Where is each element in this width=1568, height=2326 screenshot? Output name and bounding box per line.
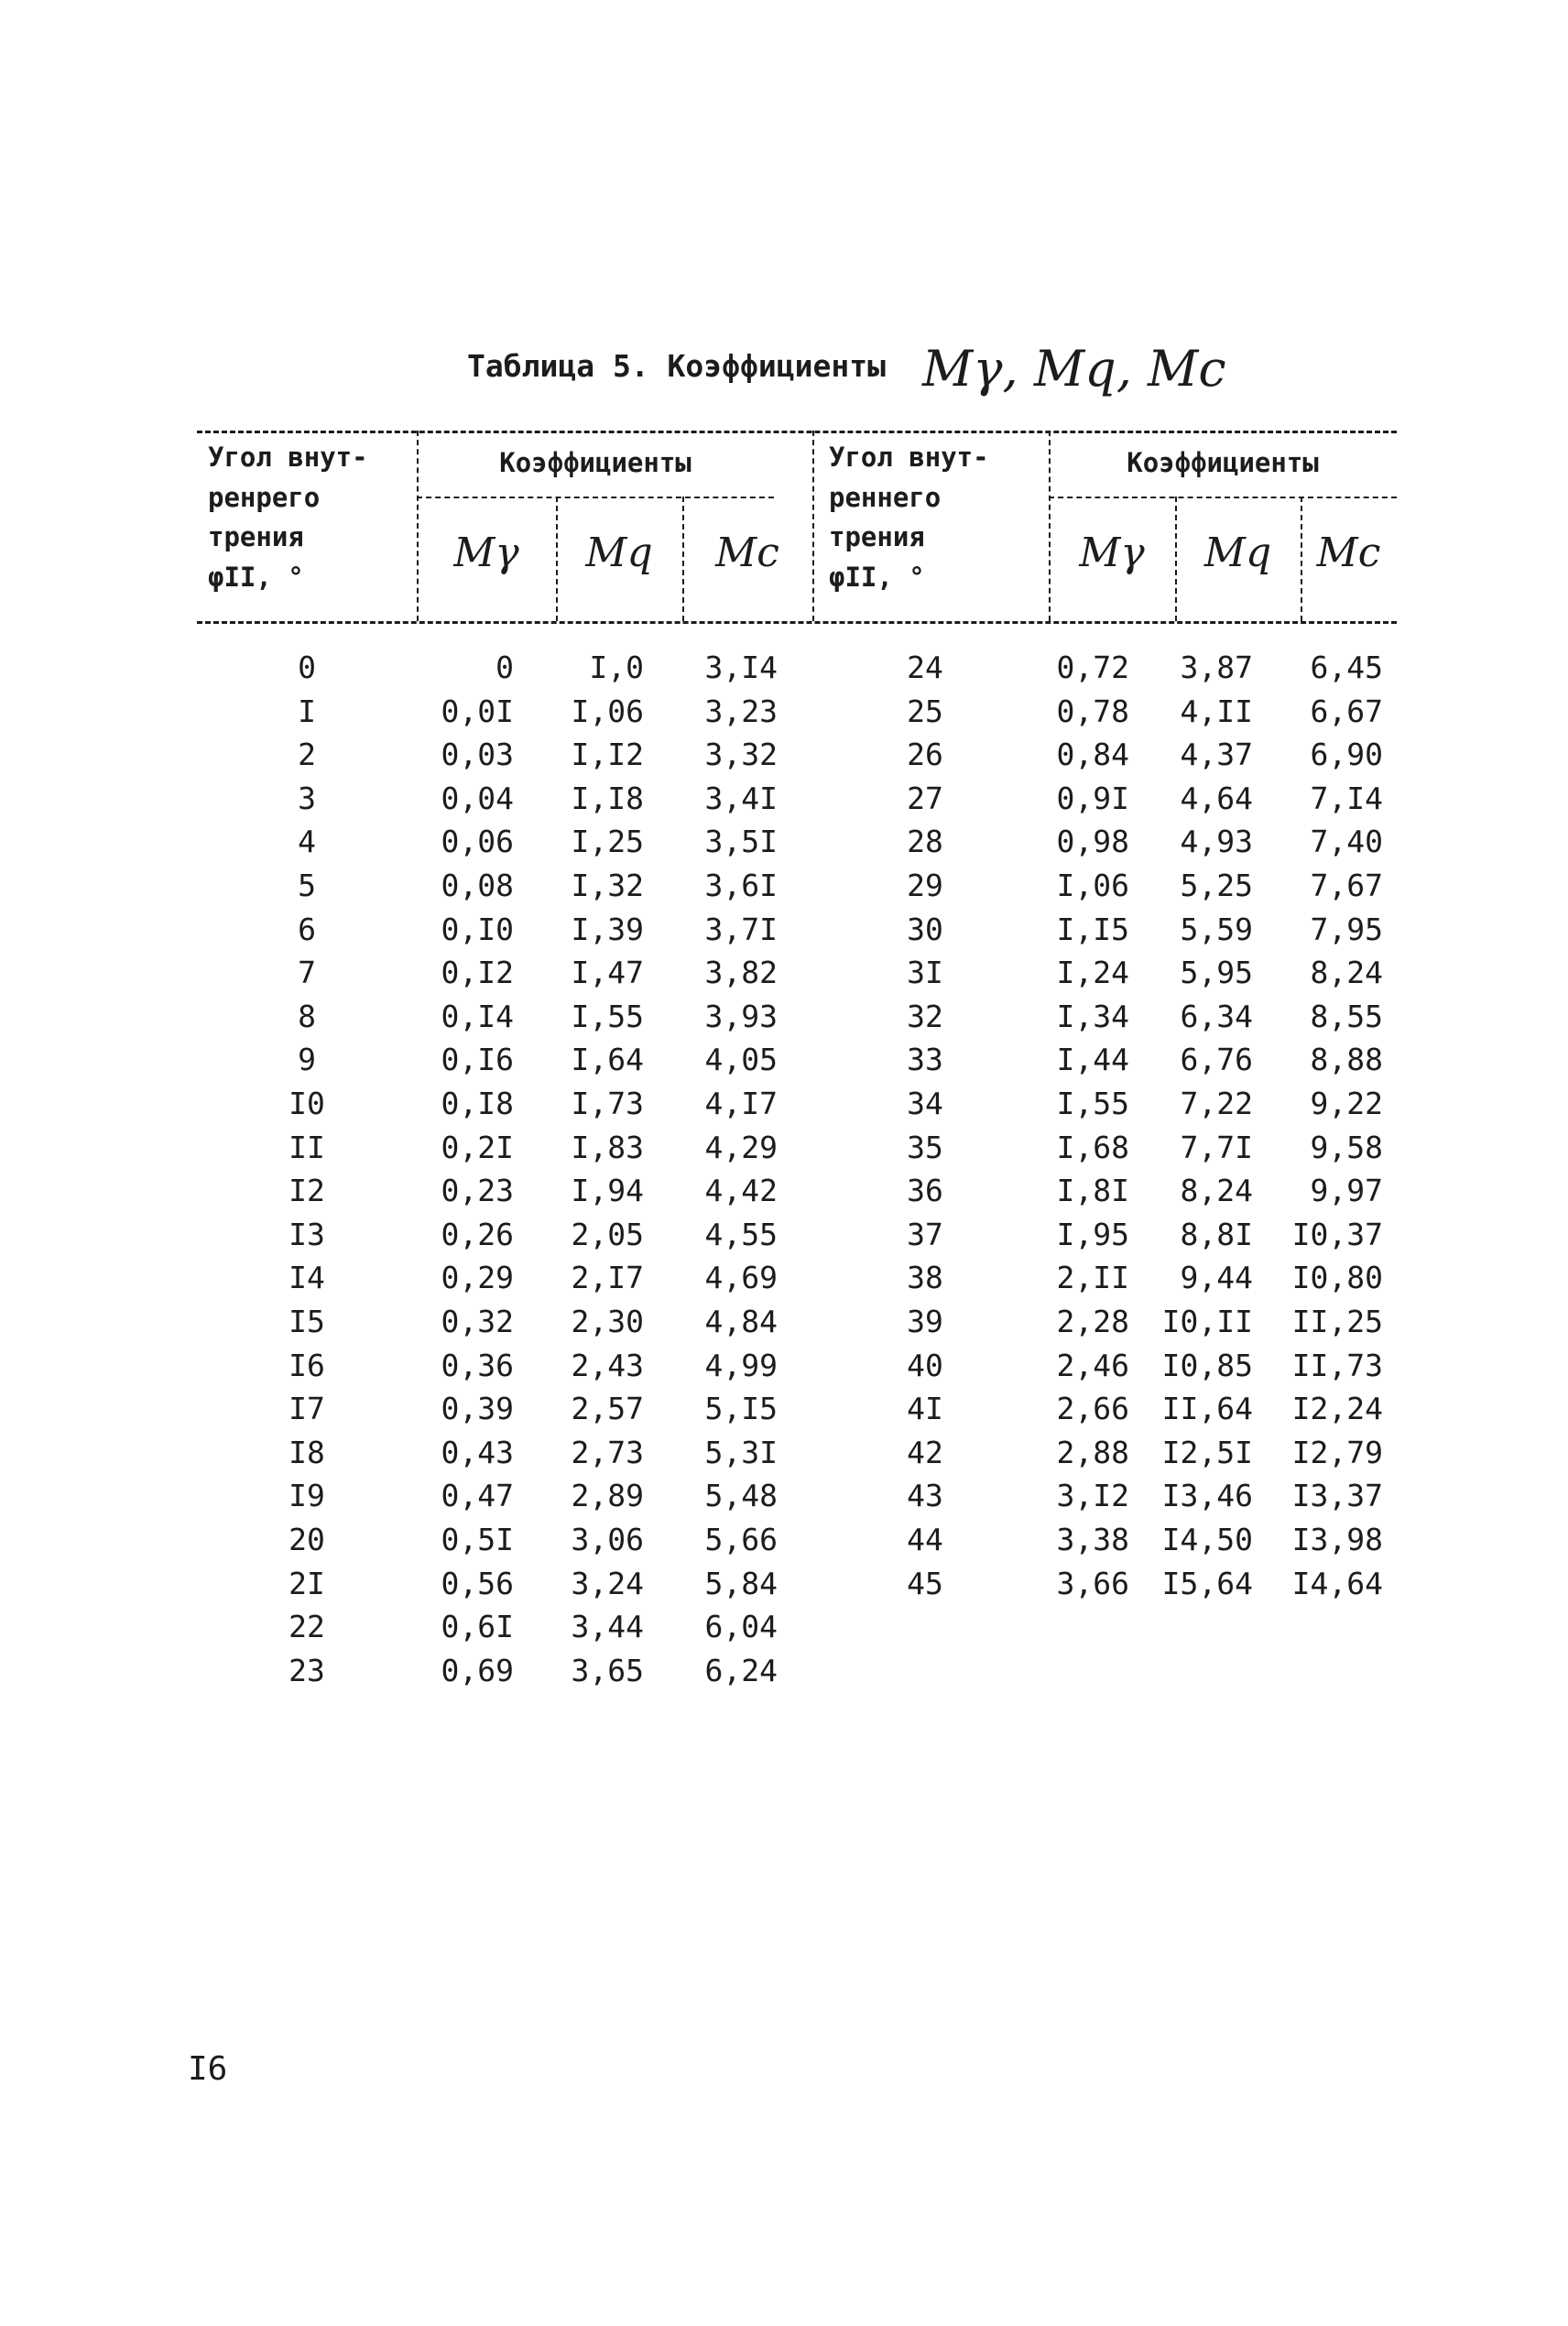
left-cell-m-c: 5,66 (704, 1522, 778, 1557)
left-cell-m-gamma: 0,0I (441, 693, 514, 729)
left-cell-angle: 8 (298, 998, 316, 1034)
left-cell-m-gamma: 0,39 (441, 1391, 514, 1427)
left-cell-m-gamma: 0,I4 (441, 998, 514, 1034)
right-cell-m-c: 7,I4 (1310, 780, 1383, 816)
right-cell-angle: 37 (907, 1216, 943, 1252)
coeff-subheader-rule-right (1049, 497, 1397, 498)
left-cell-m-q: 3,65 (571, 1652, 644, 1688)
left-cell-m-gamma: 0,I2 (441, 955, 514, 991)
left-cell-m-gamma: 0,2I (441, 1129, 514, 1165)
coefficients-table (197, 431, 1397, 1731)
left-cell-m-gamma: 0,29 (441, 1260, 514, 1296)
left-cell-m-q: I,25 (571, 824, 644, 860)
left-cell-m-c: 5,I5 (704, 1391, 778, 1427)
right-cell-m-gamma: 0,78 (1056, 693, 1129, 729)
left-cell-m-q: 2,I7 (571, 1260, 644, 1296)
right-cell-m-c: 7,67 (1310, 868, 1383, 903)
right-cell-angle: 40 (907, 1347, 943, 1383)
left-cell-angle: I6 (289, 1347, 325, 1383)
left-cell-angle: 2 (298, 737, 316, 773)
left-cell-m-gamma: 0,47 (441, 1478, 514, 1514)
col-m-gamma-header-right: Mγ (1079, 530, 1145, 576)
left-cell-angle: 6 (298, 911, 316, 947)
left-cell-m-c: 3,23 (704, 693, 778, 729)
right-cell-angle: 32 (907, 998, 943, 1034)
right-cell-m-q: 5,25 (1180, 868, 1253, 903)
left-cell-m-c: 5,3I (704, 1434, 778, 1470)
left-cell-m-gamma: 0,32 (441, 1304, 514, 1339)
left-cell-m-q: 2,89 (571, 1478, 644, 1514)
left-cell-angle: I0 (289, 1086, 325, 1121)
right-cell-m-c: I0,80 (1291, 1260, 1383, 1296)
right-cell-m-q: I3,46 (1161, 1478, 1253, 1514)
right-cell-m-gamma: 0,98 (1056, 824, 1129, 860)
left-cell-m-c: 5,84 (704, 1565, 778, 1601)
left-cell-m-q: 3,24 (571, 1565, 644, 1601)
left-cell-m-c: 3,5I (704, 824, 778, 860)
right-cell-m-q: II,64 (1161, 1391, 1253, 1427)
left-cell-angle: I4 (289, 1260, 325, 1296)
left-cell-m-q: 2,57 (571, 1391, 644, 1427)
right-cell-m-c: II,73 (1291, 1347, 1383, 1383)
left-cell-angle: 5 (298, 868, 316, 903)
left-cell-m-c: 6,24 (704, 1652, 778, 1688)
right-cell-m-gamma: 2,88 (1056, 1434, 1129, 1470)
left-cell-angle: 23 (289, 1652, 325, 1688)
col-m-c-header-right: Mc (1316, 530, 1381, 576)
table-title-symbols: Mγ, Mq, Mc (921, 340, 1226, 398)
right-cell-m-gamma: I,34 (1056, 998, 1129, 1034)
left-cell-m-gamma: 0,69 (441, 1652, 514, 1688)
right-cell-m-c: 9,58 (1310, 1129, 1383, 1165)
right-cell-m-c: I3,37 (1291, 1478, 1383, 1514)
col-m-q-header-right: Mq (1203, 530, 1272, 576)
right-cell-m-c: 8,88 (1310, 1042, 1383, 1078)
left-cell-m-q: 2,43 (571, 1347, 644, 1383)
coeff-subheader-rule-left (417, 497, 774, 498)
coeff-header-right: Коэффициенты (1127, 447, 1319, 478)
left-cell-m-gamma: 0,03 (441, 737, 514, 773)
right-cell-m-c: 8,55 (1310, 998, 1383, 1034)
right-cell-m-q: I2,5I (1161, 1434, 1253, 1470)
left-cell-m-q: I,I2 (571, 737, 644, 773)
right-cell-angle: 35 (907, 1129, 943, 1165)
left-cell-m-gamma: 0,56 (441, 1565, 514, 1601)
left-cell-m-gamma: 0,08 (441, 868, 514, 903)
right-cell-angle: 29 (907, 868, 943, 903)
right-cell-m-gamma: 3,I2 (1056, 1478, 1129, 1514)
left-cell-m-q: I,73 (571, 1086, 644, 1121)
left-cell-m-q: 3,06 (571, 1522, 644, 1557)
left-cell-m-gamma: 0,43 (441, 1434, 514, 1470)
left-cell-angle: 4 (298, 824, 316, 860)
left-cell-m-c: 3,4I (704, 780, 778, 816)
left-cell-m-c: 4,55 (704, 1216, 778, 1252)
right-cell-m-q: 4,93 (1180, 824, 1253, 860)
right-cell-m-q: 6,76 (1180, 1042, 1253, 1078)
left-cell-m-q: I,0 (589, 650, 644, 685)
left-cell-m-q: 2,05 (571, 1216, 644, 1252)
right-cell-angle: 43 (907, 1478, 943, 1514)
left-cell-m-c: 3,93 (704, 998, 778, 1034)
right-cell-m-gamma: 2,28 (1056, 1304, 1129, 1339)
right-cell-m-c: 9,97 (1310, 1173, 1383, 1209)
right-cell-m-q: 4,64 (1180, 780, 1253, 816)
right-cell-angle: 36 (907, 1173, 943, 1209)
table-title (467, 321, 1226, 398)
right-cell-m-c: I4,64 (1291, 1565, 1383, 1601)
left-cell-m-gamma: 0,04 (441, 780, 514, 816)
col-m-c-header: Mc (715, 530, 779, 576)
left-cell-angle: 9 (298, 1042, 316, 1078)
right-cell-m-gamma: I,I5 (1056, 911, 1129, 947)
left-cell-m-gamma: 0,23 (441, 1173, 514, 1209)
left-cell-m-c: 5,48 (704, 1478, 778, 1514)
right-cell-m-q: 4,II (1180, 693, 1253, 729)
left-cell-m-c: 4,29 (704, 1129, 778, 1165)
left-cell-m-c: 3,7I (704, 911, 778, 947)
left-cell-m-q: I,55 (571, 998, 644, 1034)
angle-header-left: Угол внут- ренрего трения φII, ° (208, 442, 368, 593)
right-cell-m-c: 6,67 (1310, 693, 1383, 729)
col-m-gamma-header: Mγ (453, 530, 519, 576)
left-cell-m-c: 4,84 (704, 1304, 778, 1339)
left-cell-angle: 20 (289, 1522, 325, 1557)
right-cell-m-c: I2,79 (1291, 1434, 1383, 1470)
left-cell-m-c: 4,69 (704, 1260, 778, 1296)
left-cell-angle: I5 (289, 1304, 325, 1339)
right-cell-m-c: 7,40 (1310, 824, 1383, 860)
left-cell-angle: 3 (298, 780, 316, 816)
right-cell-m-c: 7,95 (1310, 911, 1383, 947)
left-cell-m-q: I,39 (571, 911, 644, 947)
right-cell-m-q: 5,59 (1180, 911, 1253, 947)
right-cell-angle: 3I (907, 955, 943, 991)
left-cell-m-c: 3,82 (704, 955, 778, 991)
right-cell-angle: 33 (907, 1042, 943, 1078)
right-cell-m-gamma: 3,66 (1056, 1565, 1129, 1601)
left-cell-angle: I (298, 693, 316, 729)
left-cell-m-gamma: 0,06 (441, 824, 514, 860)
right-cell-m-q: I0,85 (1161, 1347, 1253, 1383)
right-cell-m-q: 9,44 (1180, 1260, 1253, 1296)
table-top-rule (197, 431, 1397, 433)
left-cell-m-gamma: 0,26 (441, 1216, 514, 1252)
right-cell-m-q: 8,8I (1180, 1216, 1253, 1252)
right-cell-m-q: 6,34 (1180, 998, 1253, 1034)
left-cell-angle: I8 (289, 1434, 325, 1470)
left-cell-angle: I9 (289, 1478, 325, 1514)
right-cell-m-gamma: 0,84 (1056, 737, 1129, 773)
right-cell-m-gamma: I,8I (1056, 1173, 1129, 1209)
left-cell-m-q: 2,30 (571, 1304, 644, 1339)
right-cell-angle: 45 (907, 1565, 943, 1601)
left-cell-m-c: 4,42 (704, 1173, 778, 1209)
right-cell-angle: 28 (907, 824, 943, 860)
right-cell-m-q: 7,22 (1180, 1086, 1253, 1121)
right-cell-m-gamma: I,68 (1056, 1129, 1129, 1165)
left-cell-m-q: 3,44 (571, 1609, 644, 1645)
left-cell-m-c: 3,32 (704, 737, 778, 773)
left-cell-m-c: 3,I4 (704, 650, 778, 685)
left-cell-m-q: 2,73 (571, 1434, 644, 1470)
right-cell-m-gamma: I,06 (1056, 868, 1129, 903)
column-divider (812, 431, 814, 621)
right-cell-m-gamma: 0,72 (1056, 650, 1129, 685)
left-cell-angle: II (289, 1129, 325, 1165)
left-cell-m-q: I,94 (571, 1173, 644, 1209)
left-cell-m-q: I,I8 (571, 780, 644, 816)
right-cell-m-q: I4,50 (1161, 1522, 1253, 1557)
right-cell-m-c: 9,22 (1310, 1086, 1383, 1121)
right-cell-m-gamma: I,55 (1056, 1086, 1129, 1121)
left-cell-m-c: 4,I7 (704, 1086, 778, 1121)
left-cell-m-gamma: 0 (495, 650, 514, 685)
left-cell-m-c: 4,99 (704, 1347, 778, 1383)
right-cell-m-gamma: I,24 (1056, 955, 1129, 991)
right-cell-m-q: 4,37 (1180, 737, 1253, 773)
left-cell-angle: I7 (289, 1391, 325, 1427)
left-cell-m-q: I,64 (571, 1042, 644, 1078)
col-m-q-header: Mq (585, 530, 653, 576)
left-cell-m-gamma: 0,5I (441, 1522, 514, 1557)
right-cell-angle: 30 (907, 911, 943, 947)
right-cell-angle: 25 (907, 693, 943, 729)
right-cell-m-gamma: I,95 (1056, 1216, 1129, 1252)
right-cell-m-q: I5,64 (1161, 1565, 1253, 1601)
right-cell-m-q: I0,II (1161, 1304, 1253, 1339)
left-cell-m-gamma: 0,6I (441, 1609, 514, 1645)
left-cell-m-q: I,06 (571, 693, 644, 729)
right-cell-m-gamma: 2,46 (1056, 1347, 1129, 1383)
left-cell-m-q: I,47 (571, 955, 644, 991)
left-cell-m-c: 4,05 (704, 1042, 778, 1078)
table-title-text: Таблица 5. Коэффициенты (467, 348, 886, 384)
right-cell-angle: 34 (907, 1086, 943, 1121)
left-cell-m-q: I,32 (571, 868, 644, 903)
right-cell-m-gamma: 0,9I (1056, 780, 1129, 816)
right-cell-m-c: 6,90 (1310, 737, 1383, 773)
left-cell-m-c: 3,6I (704, 868, 778, 903)
right-cell-m-c: I2,24 (1291, 1391, 1383, 1427)
right-cell-m-c: 6,45 (1310, 650, 1383, 685)
right-cell-m-q: 7,7I (1180, 1129, 1253, 1165)
page-number: I6 (188, 2050, 228, 2088)
right-cell-angle: 42 (907, 1434, 943, 1470)
right-cell-angle: 39 (907, 1304, 943, 1339)
left-cell-angle: 0 (298, 650, 316, 685)
right-cell-angle: 27 (907, 780, 943, 816)
header-bottom-rule (197, 621, 1397, 624)
left-cell-m-gamma: 0,I0 (441, 911, 514, 947)
right-cell-m-gamma: 2,66 (1056, 1391, 1129, 1427)
right-cell-m-gamma: 3,38 (1056, 1522, 1129, 1557)
right-cell-angle: 26 (907, 737, 943, 773)
left-cell-m-gamma: 0,I6 (441, 1042, 514, 1078)
coeff-header-left: Коэффициенты (499, 447, 691, 478)
right-cell-m-c: I0,37 (1291, 1216, 1383, 1252)
right-cell-m-gamma: 2,II (1056, 1260, 1129, 1296)
right-cell-m-q: 8,24 (1180, 1173, 1253, 1209)
right-cell-m-c: I3,98 (1291, 1522, 1383, 1557)
left-cell-angle: I2 (289, 1173, 325, 1209)
left-cell-m-c: 6,04 (704, 1609, 778, 1645)
angle-header-right: Угол внут- реннего трения φII, ° (829, 442, 989, 593)
right-cell-m-gamma: I,44 (1056, 1042, 1129, 1078)
left-cell-angle: 22 (289, 1609, 325, 1645)
left-cell-m-gamma: 0,36 (441, 1347, 514, 1383)
left-cell-m-q: I,83 (571, 1129, 644, 1165)
left-cell-angle: I3 (289, 1216, 325, 1252)
right-cell-angle: 24 (907, 650, 943, 685)
left-cell-m-gamma: 0,I8 (441, 1086, 514, 1121)
right-cell-m-c: II,25 (1291, 1304, 1383, 1339)
right-cell-m-c: 8,24 (1310, 955, 1383, 991)
right-cell-angle: 44 (907, 1522, 943, 1557)
right-cell-angle: 4I (907, 1391, 943, 1427)
right-cell-angle: 38 (907, 1260, 943, 1296)
left-cell-angle: 2I (289, 1565, 325, 1601)
right-cell-m-q: 5,95 (1180, 955, 1253, 991)
left-cell-angle: 7 (298, 955, 316, 991)
right-cell-m-q: 3,87 (1180, 650, 1253, 685)
